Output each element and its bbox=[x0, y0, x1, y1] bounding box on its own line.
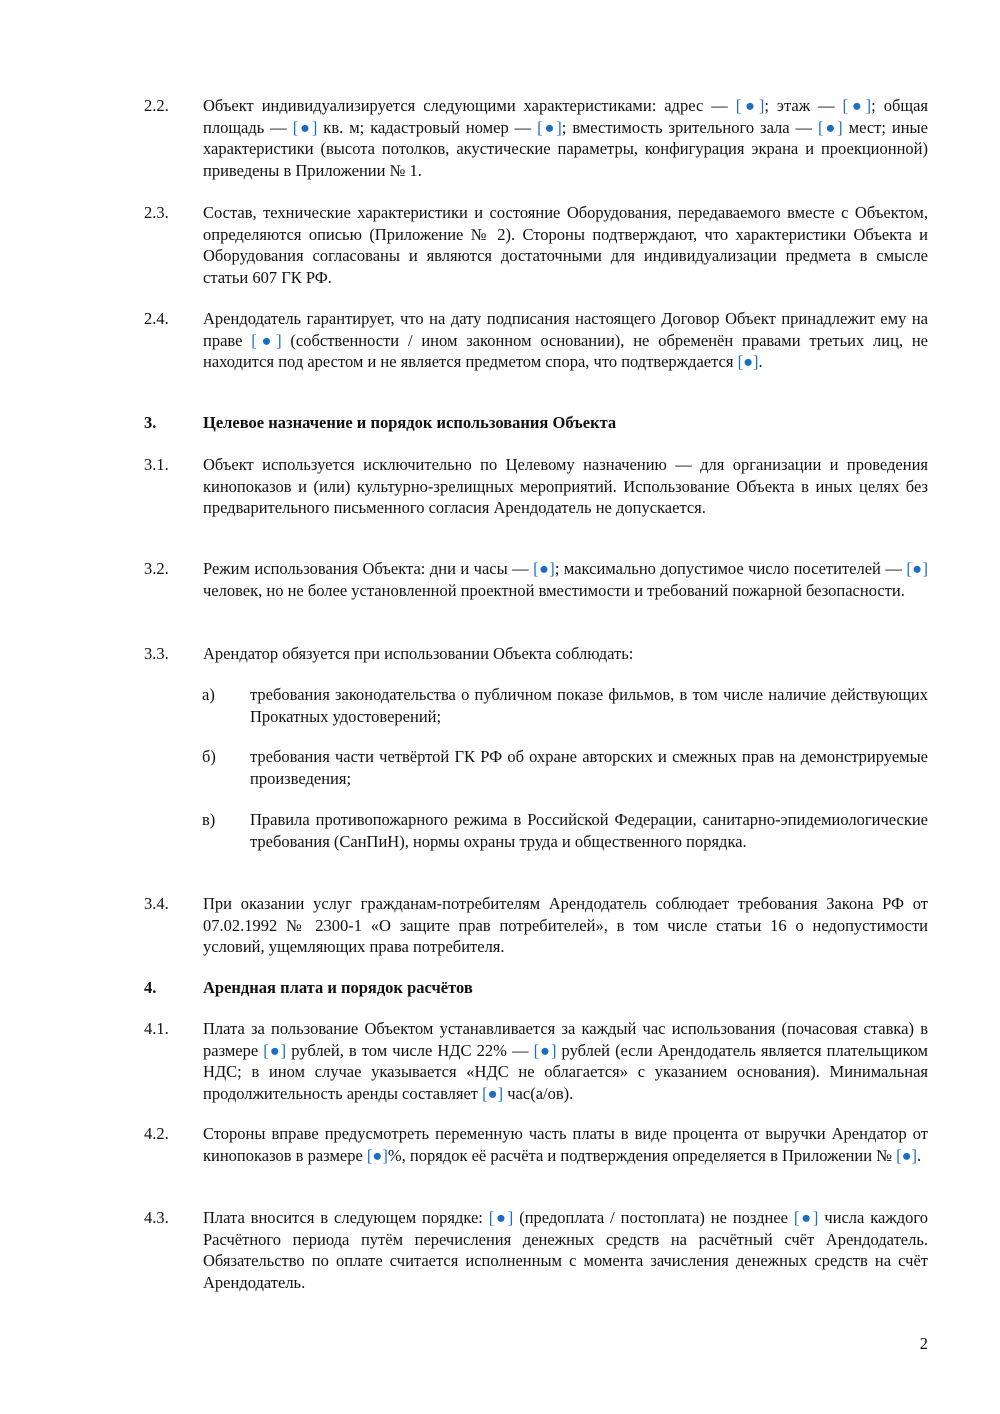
placeholder-mark: [●] bbox=[488, 1208, 514, 1227]
subclause-text: требования законодательства о публичном показе фильмов, в том числе наличие действующих Прокатных удостоверений; bbox=[250, 685, 928, 726]
clause-text: Состав, технические характеристики и состояние Оборудования, передаваемого вместе с Объектом, определяются описью (Приложение № 2). Стороны подтверждают, что характеристики Объекта и Оборудования согласованы и являются достаточными для индивидуализации предмета в смысле статьи 607 ГК РФ. bbox=[203, 203, 928, 287]
clause-text: Арендатор обязуется при использовании Объекта соблюдать: bbox=[203, 644, 634, 663]
clause-text: Объект индивидуализируется следующими характеристиками: адрес — [●]; этаж — [●]; общая площадь — [●] кв. м; кадастровый номер — [●]; вместимость зрительного зала — [●] мест; иные характеристики (высота потолков, акустические параметры, конфигурация экрана и проекционной) приведены в Приложении № 1. bbox=[203, 96, 928, 180]
placeholder-mark: [●] bbox=[482, 1083, 504, 1103]
clause-number: 3.1. bbox=[144, 455, 169, 474]
clause-4-3 bbox=[144, 1207, 928, 1293]
clause-3-2 bbox=[144, 558, 928, 601]
subclause-letter: б) bbox=[202, 747, 216, 766]
clause-text: Стороны вправе предусмотреть переменную часть платы в виде процента от выручки Арендатор от кинопоказов в размере [●]%, порядок её расчёта и подтверждения определяется в Приложении № [●]. bbox=[203, 1124, 928, 1165]
clause-3-3 bbox=[144, 643, 928, 665]
section-title: Целевое назначение и порядок использования Объекта bbox=[203, 413, 617, 432]
clause-number: 2.2. bbox=[144, 96, 169, 115]
clause-number: 3.4. bbox=[144, 894, 169, 913]
clause-number: 2.3. bbox=[144, 203, 169, 222]
clause-text: Плата за пользование Объектом устанавливается за каждый час использования (почасовая ставка) в размере [●] рублей, в том числе НДС 22% — [●] рублей (если Арендодатель является плательщиком НДС; в ином случае указывается «НДС не облагается» с указанием основания). Минимальная продолжительность аренды составляет [●] час(а/ов). bbox=[203, 1019, 929, 1103]
placeholder-mark: [●] bbox=[793, 1208, 819, 1227]
clause-text: При оказании услуг гражданам-потребителям Арендодатель соблюдает требования Закона РФ от 07.02.1992 № 2300-1 «О защите прав потребителей», в том числе статьи 16 о недопустимости условий, ущемляющих права потребителя. bbox=[203, 894, 928, 956]
placeholder-mark: [●] bbox=[906, 559, 928, 578]
placeholder-mark: [●] bbox=[842, 96, 872, 115]
clause-text: Объект используется исключительно по Целевому назначению — для организации и проведения кинопоказов и (или) культурно-зрелищных мероприятий. Использование Объекта в иных целях без предварительного письменного согласия Арендодатель не допускается. bbox=[203, 455, 928, 517]
clause-number: 4.3. bbox=[144, 1208, 169, 1227]
placeholder-mark: [●] bbox=[292, 117, 318, 137]
subclause-a bbox=[202, 684, 928, 727]
clause-number: 3.3. bbox=[144, 644, 169, 663]
clause-4-2 bbox=[144, 1123, 928, 1166]
subclause-letter: а) bbox=[202, 685, 215, 704]
section-number: 3. bbox=[144, 413, 157, 432]
placeholder-mark: [●] bbox=[251, 330, 282, 350]
clause-4-1 bbox=[144, 1018, 928, 1104]
placeholder-mark: [●] bbox=[263, 1040, 287, 1060]
placeholder-mark: [●] bbox=[533, 1040, 557, 1060]
section-title: Арендная плата и порядок расчётов bbox=[203, 978, 473, 997]
clause-text: Режим использования Объекта: дни и часы — [●]; максимально допустимое число посетителей — [●] человек, но не более установленной проектной вместимости и требований пожарной безопасности. bbox=[203, 559, 928, 600]
page-number: 2 bbox=[919, 1334, 928, 1353]
clause-text: Арендодатель гарантирует, что на дату подписания настоящего Договор Объект принадлежит ему на праве [●] (собственности / ином законном основании), не обременён правами третьих лиц, не находится под арестом и не является предметом спора, что подтверждается [●]. bbox=[203, 309, 928, 371]
placeholder-mark: [●] bbox=[533, 559, 555, 578]
subclause-v bbox=[202, 809, 928, 852]
clause-2-3 bbox=[144, 202, 928, 288]
clause-number: 4.2. bbox=[144, 1124, 169, 1143]
section-number: 4. bbox=[144, 978, 157, 997]
section-heading-3 bbox=[144, 412, 928, 434]
placeholder-mark: [●] bbox=[896, 1145, 918, 1165]
clause-2-4 bbox=[144, 308, 928, 373]
clause-2-2 bbox=[144, 95, 928, 181]
subclause-text: требования части четвёртой ГК РФ об охране авторских и смежных прав на демонстрируемые произведения; bbox=[250, 747, 928, 788]
clause-number: 4.1. bbox=[144, 1019, 169, 1038]
placeholder-mark: [●] bbox=[818, 117, 843, 137]
clause-number: 2.4. bbox=[144, 309, 169, 328]
clause-text: Плата вносится в следующем порядке: [●] (предоплата / постоплата) не позднее [●] числа каждого Расчётного периода путём перечисления денежных средств на расчётный счёт Арендодатель. Обязательство по оплате считается исполненным с момента зачисления денежных средств на счёт Арендодатель. bbox=[203, 1208, 928, 1292]
placeholder-mark: [●] bbox=[735, 96, 765, 115]
placeholder-mark: [●] bbox=[737, 352, 759, 371]
placeholder-mark: [●] bbox=[366, 1145, 388, 1165]
placeholder-mark: [●] bbox=[537, 117, 562, 137]
clause-3-4 bbox=[144, 893, 928, 958]
subclause-b bbox=[202, 746, 928, 789]
clause-3-1 bbox=[144, 454, 928, 519]
subclause-letter: в) bbox=[202, 810, 216, 829]
clause-number: 3.2. bbox=[144, 559, 169, 578]
section-heading-4 bbox=[144, 977, 928, 999]
subclause-text: Правила противопожарного режима в Российской Федерации, санитарно-эпидемиологические требования (СанПиН), нормы охраны труда и общественного порядка. bbox=[250, 810, 928, 851]
